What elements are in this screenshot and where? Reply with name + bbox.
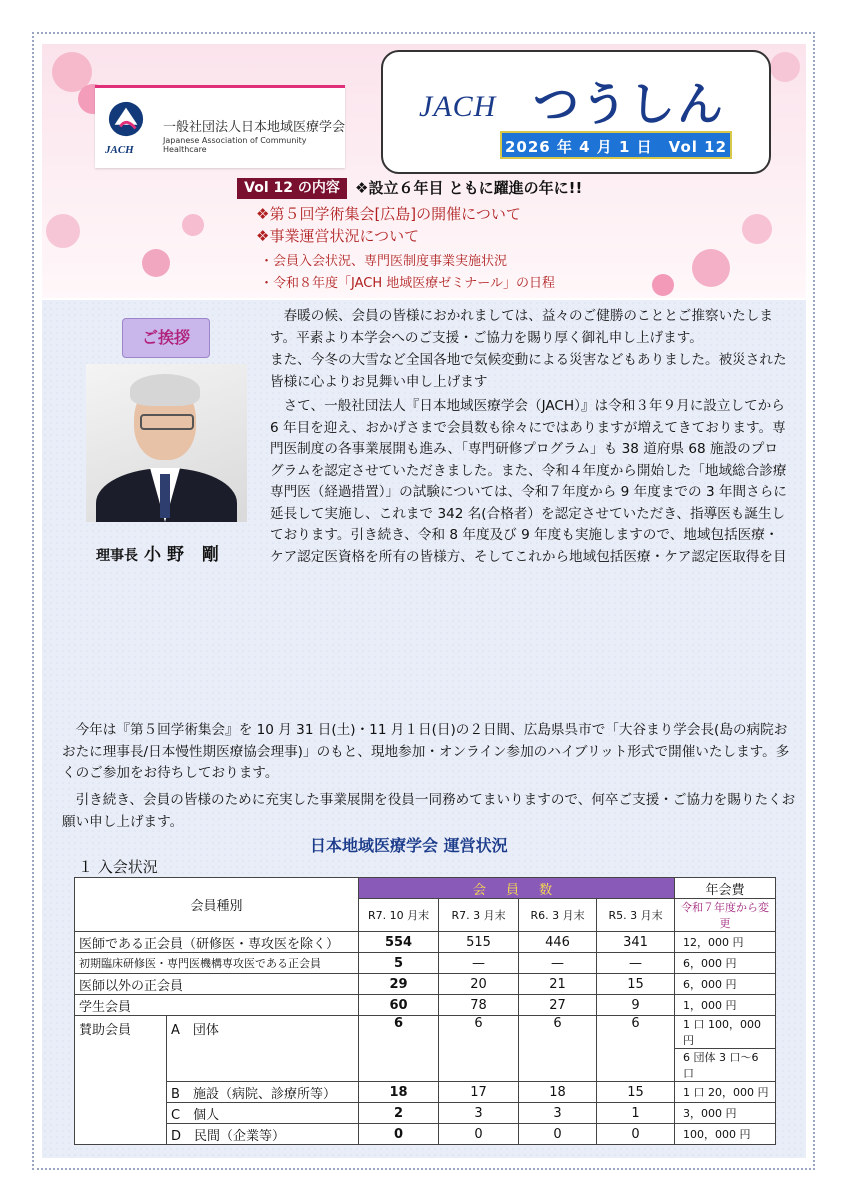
cell-value: —: [519, 953, 597, 974]
table-row: [75, 995, 776, 1016]
row-code: A: [171, 1023, 180, 1038]
table-row: [75, 1103, 776, 1124]
cell-value: 21: [519, 974, 597, 995]
row-label: 医師以外の正会員: [75, 974, 359, 995]
cell-value: 17: [439, 1082, 519, 1103]
caption-name: 小野 剛: [144, 545, 225, 565]
period-header: R5. 3 月末: [597, 899, 675, 932]
caption-role: 理事長: [96, 548, 138, 564]
cell-value: 0: [359, 1124, 439, 1145]
cell-fee: 12，000 円: [675, 932, 776, 953]
cell-value: 341: [597, 932, 675, 953]
toc-main-item: ❖設立６年目 ともに躍進の年に!!: [355, 179, 583, 197]
cell-fee: 6，000 円: [675, 953, 776, 974]
cell-value: 5: [359, 953, 439, 974]
fee-note: 令和７年度から変更: [675, 899, 776, 932]
row-code: B: [171, 1086, 180, 1102]
table-row: [75, 1124, 776, 1145]
row-label: 医師である正会員（研修医・専攻医を除く）: [75, 932, 359, 953]
greeting-paragraph: また、今冬の大雪など全国各地で気候変動による災害などもありました。被災された皆様に心よりお見舞い申し上げます: [270, 352, 787, 390]
cell-value: 554: [359, 932, 439, 953]
cell-value: 0: [439, 1124, 519, 1145]
row-code: C: [171, 1107, 181, 1123]
cell-fee: 3，000 円: [675, 1103, 776, 1124]
period-header: R7. 3 月末: [439, 899, 519, 932]
cell-fee: 1，000 円: [675, 995, 776, 1016]
cell-fee: 6 団体 3 口～6 口: [675, 1049, 776, 1082]
table-row: [75, 953, 776, 974]
chairman-photo: [86, 364, 247, 522]
row-label: 学生会員: [75, 995, 359, 1016]
cell-value: 29: [359, 974, 439, 995]
jach-logo-icon: [107, 100, 145, 138]
cell-value: 0: [519, 1124, 597, 1145]
org-name-ja: 一般社団法人日本地域医療学会: [163, 120, 346, 135]
toc-label: Vol 12 の内容: [237, 178, 347, 199]
cell-value: —: [439, 953, 519, 974]
date-volume: 2026 年 4 月 1 日 Vol 12: [500, 131, 732, 159]
greeting-paragraph: 引き続き、会員の皆様のために充実した事業展開を役員一同務めてまいりますので、何卒ご支援・ご協力を賜りたくお願い申し上げます。: [62, 792, 796, 830]
blossom-decoration: [182, 214, 204, 236]
org-name-en: Japanese Association of Community Healthcare: [163, 136, 307, 154]
cell-value: 515: [439, 932, 519, 953]
cell-value: 15: [597, 1082, 675, 1103]
col-fee-header: 年会費: [675, 878, 776, 899]
row-sub-label: 民間（企業等）: [194, 1128, 286, 1144]
title-tsushin: つうしん: [533, 77, 725, 131]
blossom-decoration: [652, 274, 674, 296]
support-label: 賛助会員: [75, 1016, 167, 1145]
section-title: 日本地域医療学会 運営状況: [310, 836, 508, 855]
cell-value: 18: [359, 1082, 439, 1103]
toc-item: ・令和８年度「JACH 地域医療ゼミナール」の日程: [260, 276, 555, 291]
row-sub-label: 団体: [192, 1023, 219, 1038]
blossom-decoration: [742, 214, 772, 244]
greeting-paragraph: 春暖の候、会員の皆様におかれましては、益々のご健勝のこととご推察いたします。平素より本学会へのご支援・ご協力を賜り厚く御礼申し上げます。: [270, 308, 773, 346]
cell-value: 18: [519, 1082, 597, 1103]
table-row: [75, 1016, 776, 1049]
cell-value: 60: [359, 995, 439, 1016]
cell-value: 6: [519, 1016, 597, 1082]
greeting-paragraph: 今年は『第５回学術集会』を 10 月 31 日(土)・11 月１日(日)の２日間、広島県呉市で「大谷まり学会長(島の病院おおたに理事長/日本慢性期医療協会理事)」のもと、現地参加・オンライン参加のハイブリット形式で開催いたします。多くのご参加をお待ちしております。: [62, 722, 790, 781]
cell-value: —: [597, 953, 675, 974]
toc-item: ・会員入会状況、専門医制度事業実施状況: [260, 254, 508, 269]
toc-item: ❖事業運営状況について: [256, 227, 420, 245]
cell-value: 3: [439, 1103, 519, 1124]
table-row: [75, 932, 776, 953]
cell-fee: 1 口 20，000 円: [675, 1082, 776, 1103]
cell-fee: 100，000 円: [675, 1124, 776, 1145]
photo-caption: [96, 540, 225, 565]
cell-value: 6: [597, 1016, 675, 1082]
table-row: [75, 1082, 776, 1103]
blossom-decoration: [46, 214, 80, 248]
logo-text: JACH: [105, 144, 134, 156]
col-type-header: 会員種別: [75, 878, 359, 932]
cell-value: 78: [439, 995, 519, 1016]
cell-value: 3: [519, 1103, 597, 1124]
subsection-title: １ 入会状況: [78, 858, 158, 876]
period-header: R6. 3 月末: [519, 899, 597, 932]
greeting-badge: ご挨拶: [122, 318, 210, 358]
row-label: [167, 1082, 359, 1103]
cell-value: 446: [519, 932, 597, 953]
cell-fee: 6，000 円: [675, 974, 776, 995]
blossom-decoration: [692, 249, 730, 287]
row-label: 初期臨床研修医・専門医機構専攻医である正会員: [75, 953, 359, 974]
title-jach: JACH: [419, 90, 497, 123]
blossom-decoration: [770, 52, 800, 82]
row-code: D: [171, 1128, 182, 1144]
row-sub-label: 個人: [193, 1107, 220, 1123]
cell-fee: 1 口 100，000 円: [675, 1016, 776, 1049]
row-label: [167, 1124, 359, 1145]
cell-value: 15: [597, 974, 675, 995]
row-label: [167, 1016, 359, 1082]
membership-table: [74, 877, 776, 1145]
blossom-decoration: [142, 249, 170, 277]
cell-value: 27: [519, 995, 597, 1016]
row-label: [167, 1103, 359, 1124]
greeting-paragraph: さて、一般社団法人『日本地域医療学会（JACH）』は令和３年９月に設立してから 6 年目を迎え、おかげさまで会員数も徐々にではありますが増えてきております。専門医制度の各事業展開も進み、「専門研修プログラム」も 38 道府県 68 施設のプログラムを認定させていただきました。また、令和４年度から開始した「地域総合診療専門医（経過措置）」の試験については、令和７年度から 9 年度までの 3 年間さらに延長して実施し、これまで 342 名(合格者）を認定させていただき、指導医も誕生しております。引き続き、令和 8 年度及び 9 年度も実施しますので、地域包括医療・ケア認定医資格を所有の皆様方、そしてこれから地域包括医療・ケア認定医取得を目: [270, 398, 787, 565]
col-count-header: 会 員 数: [359, 878, 675, 899]
cell-value: 0: [597, 1124, 675, 1145]
cell-value: 20: [439, 974, 519, 995]
row-sub-label: 施設（病院、診療所等）: [192, 1086, 336, 1102]
cell-value: 9: [597, 995, 675, 1016]
cell-value: 6: [359, 1016, 439, 1082]
logo-box: [95, 85, 345, 168]
cell-value: 1: [597, 1103, 675, 1124]
table-row: [75, 974, 776, 995]
cell-value: 2: [359, 1103, 439, 1124]
toc-item: ❖第５回学術集会[広島]の開催について: [256, 205, 521, 223]
period-header: R7. 10 月末: [359, 899, 439, 932]
cell-value: 6: [439, 1016, 519, 1082]
